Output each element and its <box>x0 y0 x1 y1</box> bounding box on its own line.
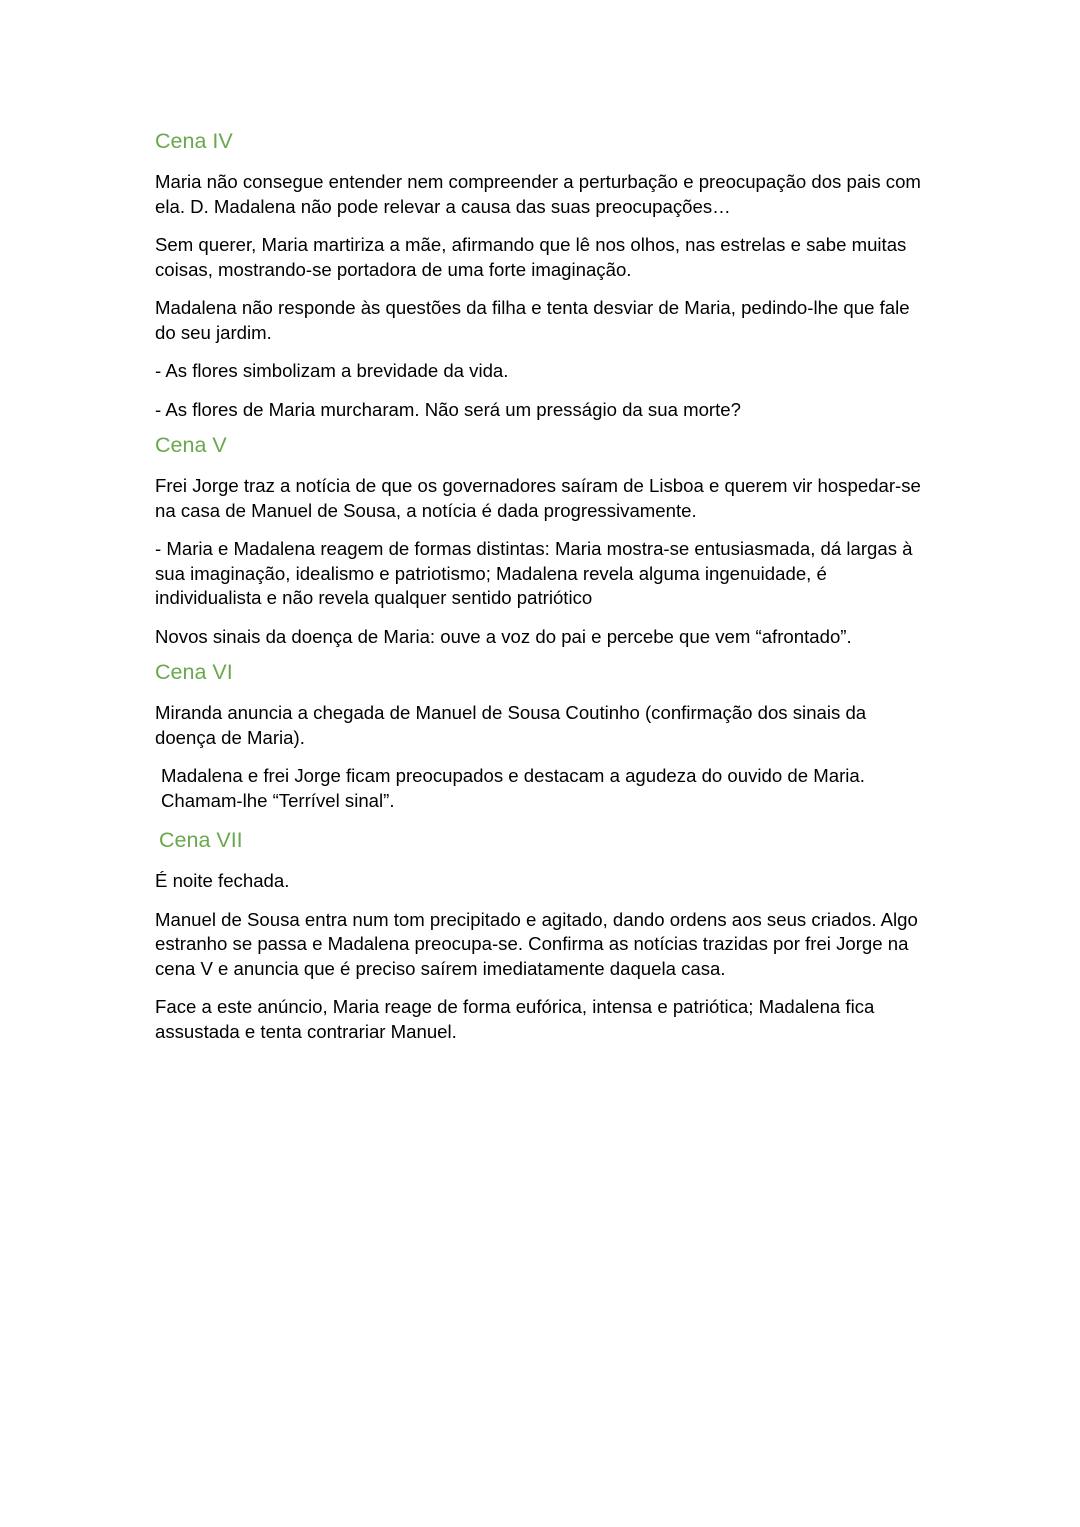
paragraph: Madalena não responde às questões da filha e tenta desviar de Maria, pedindo-lhe que fale do seu jardim. <box>155 297 910 343</box>
paragraph: Novos sinais da doença de Maria: ouve a voz do pai e percebe que vem “afrontado”. <box>155 625 852 647</box>
paragraph: Frei Jorge traz a notícia de que os governadores saíram de Lisboa e querem vir hospedar-se na casa de Manuel de Sousa, a notícia é dada progressivamente. <box>155 475 921 521</box>
paragraph: Face a este anúncio, Maria reage de forma eufórica, intensa e patriótica; Madalena fica assustada e tenta contrariar Manuel. <box>155 996 875 1042</box>
section-cena-v <box>155 432 930 649</box>
section-heading: Cena VII <box>159 828 243 852</box>
document-body <box>155 128 930 1044</box>
paragraph: É noite fechada. <box>155 870 290 891</box>
section-cena-iv <box>155 128 930 422</box>
section-heading: Cena VI <box>155 660 233 684</box>
bullet-paragraph: - As flores simbolizam a brevidade da vida. <box>155 360 509 381</box>
section-cena-vi <box>155 659 930 813</box>
section-cena-vii <box>155 827 930 1044</box>
section-heading: Cena V <box>155 433 227 457</box>
bullet-paragraph: - Maria e Madalena reagem de formas distintas: Maria mostra-se entusiasmada, dá largas à sua imaginação, idealismo e patriotismo; Madalena revela alguma ingenuidade, é individualista e não revela qualquer sentido patriótico <box>155 538 913 608</box>
section-heading: Cena IV <box>155 129 233 153</box>
paragraph: Manuel de Sousa entra num tom precipitado e agitado, dando ordens aos seus criados. Algo estranho se passa e Madalena preocupa-se. Confirma as notícias trazidas por frei Jorge na cena V e anuncia que é preciso saírem imediatamente daquela casa. <box>155 908 918 979</box>
paragraph: Sem querer, Maria martiriza a mãe, afirmando que lê nos olhos, nas estrelas e sabe muitas coisas, mostrando-se portadora de uma forte imaginação. <box>155 234 907 280</box>
paragraph: Maria não consegue entender nem compreender a perturbação e preocupação dos pais com ela. D. Madalena não pode relevar a causa das suas preocupações… <box>155 171 921 217</box>
paragraph: Madalena e frei Jorge ficam preocupados e destacam a agudeza do ouvido de Maria. Chamam-lhe “Terrível sinal”. <box>161 765 865 811</box>
paragraph: Miranda anuncia a chegada de Manuel de Sousa Coutinho (confirmação dos sinais da doença de Maria). <box>155 702 867 748</box>
bullet-paragraph: - As flores de Maria murcharam. Não será um presságio da sua morte? <box>155 398 741 420</box>
